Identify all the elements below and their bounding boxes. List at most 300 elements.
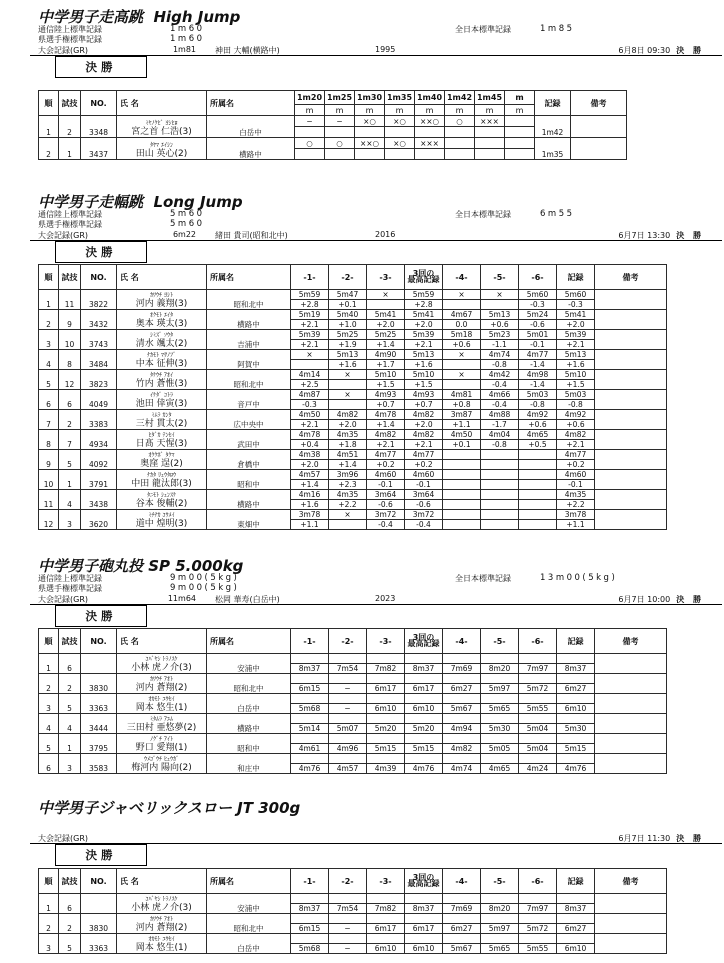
bib-number-cell <box>81 894 117 914</box>
attempt-wind-cell <box>443 480 481 490</box>
attempt-order-cell: 8 <box>59 350 81 370</box>
column-header: 順 <box>39 265 59 290</box>
athlete-kana: ｵｶﾓﾄ ﾕｳｾｲ <box>148 936 175 943</box>
bib-number-cell: 3432 <box>81 310 117 330</box>
team-cell: 広中央中 <box>207 410 291 430</box>
column-header: 試技 <box>59 91 81 116</box>
results-table <box>38 628 667 774</box>
attempt-order-cell: 9 <box>59 310 81 330</box>
remarks-cell <box>595 350 667 370</box>
attempt-cell: 8m37 <box>291 904 329 914</box>
attempt-cell <box>367 734 405 744</box>
column-header: -3- <box>367 265 405 290</box>
athlete-kana: ﾅｶﾓﾄ ﾏｻﾉﾌﾞ <box>147 352 176 359</box>
remarks-cell <box>595 450 667 470</box>
attempt-wind-cell <box>443 460 481 470</box>
attempt-wind-cell: +1.7 <box>367 360 405 370</box>
attempt-wind-cell: +2.0 <box>291 460 329 470</box>
attempt-distance-cell: 4m78 <box>367 410 405 420</box>
attempt-wind-cell: +0.6 <box>481 320 519 330</box>
rank-cell: 9 <box>39 450 59 470</box>
athlete-name: 中本 征伸(3) <box>135 359 188 369</box>
height-mark-cell: ○ <box>325 138 355 149</box>
attempt-wind-cell: -0.6 <box>519 320 557 330</box>
prefecture-standard-value: 9m00(5kg) <box>170 583 240 593</box>
attempt-wind-cell: -0.8 <box>481 440 519 450</box>
column-header: -2- <box>329 629 367 654</box>
attempt-cell <box>519 894 557 904</box>
attempt-distance-cell: 4m78 <box>291 430 329 440</box>
attempt-order-cell: 1 <box>59 734 81 754</box>
column-header: -5- <box>481 629 519 654</box>
athlete-kana: ｲｹﾀﾞ ｺﾄﾗ <box>150 392 173 399</box>
height-mark-cell <box>355 127 385 138</box>
column-header: -1- <box>291 869 329 894</box>
attempt-wind-cell: +2.1 <box>291 420 329 430</box>
attempt-distance-cell: 4m66 <box>481 390 519 400</box>
rank-cell: 5 <box>39 370 59 390</box>
athlete-name: 竹内 蒼惟(3) <box>135 379 188 389</box>
bib-number-cell: 4934 <box>81 430 117 450</box>
athlete-kana: ﾐﾁﾅｶ ｺｳﾒｲ <box>148 512 175 519</box>
attempt-distance-cell: 4m04 <box>481 430 519 440</box>
attempt-distance-cell <box>519 490 557 500</box>
height-mark-cell <box>445 138 475 149</box>
attempt-wind-cell: +1.6 <box>291 500 329 510</box>
final-round-box: 決勝 <box>55 241 147 263</box>
table-row <box>39 490 667 500</box>
rank-cell: 12 <box>39 510 59 530</box>
athlete-name: 河内 蒼翔(2) <box>135 683 188 693</box>
table-row <box>39 290 667 300</box>
rank-cell: 11 <box>39 490 59 510</box>
column-header: -5- <box>481 265 519 290</box>
table-row <box>39 350 667 360</box>
attempt-cell: 5m65 <box>481 704 519 714</box>
meet-record-year: 2023 <box>375 594 396 603</box>
attempt-distance-cell: 4m77 <box>367 450 405 460</box>
attempt-distance-cell: × <box>367 290 405 300</box>
rank-cell: 4 <box>39 714 59 734</box>
attempt-cell <box>367 934 405 944</box>
record-cell: 5m30 <box>557 724 595 734</box>
team-cell: 阿賀中 <box>207 350 291 370</box>
attempt-cell <box>443 754 481 764</box>
attempt-order-cell: 1 <box>59 138 81 160</box>
standard-record-line-2 <box>0 583 724 594</box>
attempt-distance-cell <box>481 450 519 460</box>
column-header: NO. <box>81 629 117 654</box>
bib-number-cell: 3363 <box>81 694 117 714</box>
attempt-cell <box>519 674 557 684</box>
attempt-cell: 5m72 <box>519 684 557 694</box>
team-cell: 昭和北中 <box>207 370 291 390</box>
attempt-cell: − <box>329 704 367 714</box>
record-cell <box>557 734 595 744</box>
attempt-distance-cell: 4m82 <box>405 410 443 420</box>
rank-cell: 2 <box>39 138 59 160</box>
athlete-cell <box>117 470 207 490</box>
column-header: 1m20 <box>295 91 325 105</box>
meet-record-label: 大会記録(GR) <box>38 231 88 240</box>
record-cell: 6m27 <box>557 924 595 934</box>
attempt-distance-cell: 3m96 <box>329 470 367 480</box>
team-cell: 武田中 <box>207 430 291 450</box>
height-mark-cell <box>445 127 475 138</box>
attempt-cell <box>405 714 443 724</box>
athlete-name: 小林 虎ノ介(3) <box>131 663 192 673</box>
column-header: NO. <box>81 869 117 894</box>
attempt-cell: 5m20 <box>367 724 405 734</box>
athlete-cell <box>117 430 207 450</box>
athlete-cell <box>117 894 207 914</box>
rank-cell: 8 <box>39 430 59 450</box>
athlete-kana: ｶﾜｳﾁ ﾖｼﾄ <box>150 292 173 299</box>
attempt-distance-cell: × <box>329 390 367 400</box>
column-header: -4- <box>443 869 481 894</box>
record-wind-cell: +0.2 <box>557 460 595 470</box>
attempt-cell <box>367 894 405 904</box>
record-cell: 6m10 <box>557 944 595 954</box>
attempt-wind-cell <box>443 300 481 310</box>
results-table-container <box>38 868 667 954</box>
athlete-cell <box>117 714 207 734</box>
height-mark-cell <box>475 138 505 149</box>
athlete-cell <box>117 694 207 714</box>
attempt-wind-cell <box>329 380 367 390</box>
attempt-cell <box>481 894 519 904</box>
attempt-cell: 8m20 <box>481 664 519 674</box>
table-row <box>39 754 667 764</box>
height-mark-cell <box>505 149 535 160</box>
column-header: 備考 <box>571 91 627 116</box>
meet-record-holder: 松岡 華寿(白岳中) <box>215 595 280 604</box>
national-standard-value: 6m55 <box>540 209 575 219</box>
bib-number-cell <box>81 654 117 674</box>
record-distance-cell: 5m13 <box>557 350 595 360</box>
attempt-distance-cell: 5m13 <box>481 310 519 320</box>
attempt-distance-cell <box>519 510 557 520</box>
athlete-name: 岡本 悠生(1) <box>135 703 188 713</box>
remarks-cell <box>595 310 667 330</box>
event-title: 中学男子砲丸投 SP 5.000kg <box>38 557 244 575</box>
table-row <box>39 330 667 340</box>
column-header: 所属名 <box>207 91 295 116</box>
table-row <box>39 934 667 944</box>
height-mark-cell: ××○ <box>355 138 385 149</box>
attempt-cell: 5m67 <box>443 944 481 954</box>
attempt-order-cell: 7 <box>59 430 81 450</box>
event-title: 中学男子ジャベリックスロー JT 300g <box>38 799 301 817</box>
height-mark-cell <box>475 149 505 160</box>
athlete-name: 谷本 俊輔(2) <box>135 499 188 509</box>
attempt-order-cell: 4 <box>59 714 81 734</box>
height-mark-cell: ×○ <box>385 116 415 127</box>
height-mark-cell: − <box>295 116 325 127</box>
height-mark-cell <box>415 127 445 138</box>
attempt-distance-cell: 4m82 <box>367 430 405 440</box>
attempt-distance-cell: 4m14 <box>291 370 329 380</box>
remarks-cell <box>595 410 667 430</box>
standard-record-line-2 <box>0 219 724 230</box>
tsushin-standard-value: 1m60 <box>170 24 205 34</box>
attempt-order-cell: 6 <box>59 390 81 410</box>
column-header: -2- <box>329 265 367 290</box>
attempt-wind-cell <box>481 500 519 510</box>
column-header: -1- <box>291 265 329 290</box>
remarks-cell <box>595 894 667 914</box>
attempt-distance-cell: 5m59 <box>405 290 443 300</box>
height-mark-cell <box>445 149 475 160</box>
attempt-wind-cell <box>519 500 557 510</box>
athlete-name: 三村 貫太(2) <box>135 419 188 429</box>
team-cell: 横路中 <box>207 310 291 330</box>
attempt-order-cell: 2 <box>59 410 81 430</box>
team-cell: 横路中 <box>207 138 295 160</box>
attempt-cell: 6m10 <box>405 704 443 714</box>
attempt-order-cell: 2 <box>59 116 81 138</box>
attempt-wind-cell: +1.4 <box>367 340 405 350</box>
meet-record-value: 11m64 <box>167 594 196 603</box>
attempt-wind-cell: -0.1 <box>367 480 405 490</box>
column-header: -3- <box>367 869 405 894</box>
record-distance-cell: 4m92 <box>557 410 595 420</box>
attempt-wind-cell <box>443 380 481 390</box>
attempt-cell <box>329 734 367 744</box>
national-standard-value: 13m00(5kg) <box>540 573 618 583</box>
attempt-wind-cell: +1.1 <box>291 520 329 530</box>
attempt-wind-cell: +2.3 <box>329 480 367 490</box>
attempt-cell <box>481 694 519 704</box>
height-mark-cell <box>385 127 415 138</box>
schedule-round: 決 勝 <box>676 834 704 843</box>
record-cell <box>557 894 595 904</box>
record-cell <box>557 714 595 724</box>
attempt-distance-cell: 3m87 <box>443 410 481 420</box>
attempt-distance-cell <box>481 470 519 480</box>
attempt-cell: 5m97 <box>481 684 519 694</box>
attempt-wind-cell: +1.5 <box>405 380 443 390</box>
column-header: 3回の 最高記録 <box>405 265 443 290</box>
attempt-cell <box>519 734 557 744</box>
prefecture-standard-label: 県選手権標準記録 <box>38 220 102 229</box>
remarks-cell <box>595 490 667 510</box>
attempt-order-cell: 12 <box>59 370 81 390</box>
national-standard-label: 全日本標準記録 <box>455 210 511 219</box>
height-mark-cell <box>385 149 415 160</box>
attempt-wind-cell: +2.0 <box>367 320 405 330</box>
attempt-distance-cell: × <box>481 290 519 300</box>
attempt-cell <box>291 734 329 744</box>
attempt-wind-cell: +0.4 <box>291 440 329 450</box>
attempt-cell: 4m82 <box>443 744 481 754</box>
attempt-cell: 5m05 <box>481 744 519 754</box>
column-header: 氏 名 <box>117 869 207 894</box>
height-mark-cell: ×○ <box>385 138 415 149</box>
athlete-cell <box>117 370 207 390</box>
results-table-container <box>38 90 627 160</box>
record-cell <box>557 934 595 944</box>
attempt-wind-cell: -0.4 <box>481 380 519 390</box>
attempt-cell <box>481 934 519 944</box>
attempt-wind-cell: +2.1 <box>405 440 443 450</box>
attempt-cell: 8m37 <box>291 664 329 674</box>
attempt-cell <box>291 934 329 944</box>
column-subheader: m <box>415 105 445 116</box>
attempt-cell <box>405 694 443 704</box>
record-cell <box>557 754 595 764</box>
column-header: 3回の 最高記録 <box>405 629 443 654</box>
attempt-wind-cell: -0.1 <box>405 480 443 490</box>
attempt-cell: 5m55 <box>519 704 557 714</box>
record-distance-cell: 4m35 <box>557 490 595 500</box>
attempt-cell: 8m37 <box>405 664 443 674</box>
athlete-kana: ﾉｸﾞﾁ ｱｲﾄ <box>150 736 173 743</box>
schedule-date: 6月7日 13:30 <box>618 231 671 240</box>
attempt-cell <box>291 674 329 684</box>
event-title: 中学男子走高跳 High Jump <box>38 8 241 26</box>
column-header: 記録 <box>557 629 595 654</box>
column-subheader: m <box>505 105 535 116</box>
attempt-wind-cell: +0.8 <box>443 400 481 410</box>
attempt-cell: 4m74 <box>443 764 481 774</box>
attempt-cell: 6m10 <box>367 944 405 954</box>
athlete-cell <box>117 674 207 694</box>
meet-record-holder: 神田 大輔(横路中) <box>215 46 280 55</box>
height-mark-cell: ××× <box>475 116 505 127</box>
attempt-distance-cell <box>481 490 519 500</box>
attempt-distance-cell: 4m35 <box>329 430 367 440</box>
athlete-kana: ｵｸﾓﾄ ｴｲﾀ <box>150 312 173 319</box>
attempt-distance-cell: × <box>329 510 367 520</box>
column-header: 1m35 <box>385 91 415 105</box>
athlete-kana: ｵｸｸﾎﾞ ﾀｸﾏ <box>148 452 175 459</box>
meet-record-label: 大会記録(GR) <box>38 595 88 604</box>
remarks-cell <box>595 390 667 410</box>
athlete-name: 日髙 天惺(3) <box>135 439 188 449</box>
remarks-cell <box>595 654 667 674</box>
attempt-wind-cell: -1.4 <box>519 360 557 370</box>
attempt-cell: 6m17 <box>405 924 443 934</box>
attempt-distance-cell: 4m50 <box>291 410 329 420</box>
attempt-cell <box>405 934 443 944</box>
attempt-distance-cell: 4m98 <box>519 370 557 380</box>
attempt-wind-cell: -0.8 <box>519 400 557 410</box>
bib-number-cell: 3791 <box>81 470 117 490</box>
attempt-distance-cell: 4m82 <box>405 430 443 440</box>
attempt-distance-cell: 3m72 <box>405 510 443 520</box>
attempt-wind-cell: -0.6 <box>367 500 405 510</box>
national-standard-label: 全日本標準記録 <box>455 25 511 34</box>
attempt-distance-cell: 3m64 <box>367 490 405 500</box>
athlete-cell <box>117 310 207 330</box>
attempt-cell <box>481 714 519 724</box>
attempt-cell <box>405 654 443 664</box>
height-mark-cell: ○ <box>445 116 475 127</box>
meet-record-label: 大会記録(GR) <box>38 834 88 843</box>
team-cell: 横路中 <box>207 714 291 734</box>
attempt-cell: 5m15 <box>405 744 443 754</box>
record-wind-cell: +2.2 <box>557 500 595 510</box>
attempt-cell: 7m82 <box>367 904 405 914</box>
attempt-wind-cell <box>481 300 519 310</box>
attempt-order-cell: 2 <box>59 914 81 934</box>
attempt-order-cell: 2 <box>59 674 81 694</box>
rank-cell: 3 <box>39 694 59 714</box>
attempt-wind-cell: -1.7 <box>481 420 519 430</box>
schedule-date: 6月7日 10:00 <box>618 595 671 604</box>
attempt-wind-cell: +0.7 <box>367 400 405 410</box>
attempt-cell <box>443 734 481 744</box>
attempt-distance-cell: 3m78 <box>291 510 329 520</box>
attempt-cell: 6m10 <box>367 704 405 714</box>
athlete-cell <box>117 290 207 310</box>
attempt-wind-cell <box>329 400 367 410</box>
table-row <box>39 714 667 724</box>
attempt-order-cell: 3 <box>59 754 81 774</box>
rank-cell: 6 <box>39 390 59 410</box>
column-header: 1m40 <box>415 91 445 105</box>
attempt-cell: − <box>329 924 367 934</box>
record-cell: 5m15 <box>557 744 595 754</box>
table-row <box>39 430 667 440</box>
attempt-wind-cell: -0.3 <box>519 300 557 310</box>
attempt-distance-cell: 4m65 <box>519 430 557 440</box>
attempt-cell: 6m10 <box>405 944 443 954</box>
rank-cell: 7 <box>39 410 59 430</box>
attempt-distance-cell: 4m60 <box>405 470 443 480</box>
attempt-order-cell: 5 <box>59 694 81 714</box>
event-title: 中学男子走幅跳 Long Jump <box>38 193 243 211</box>
column-header: 備考 <box>595 629 667 654</box>
attempt-wind-cell: +0.1 <box>443 440 481 450</box>
prefecture-standard-value: 5m60 <box>170 219 205 229</box>
record-cell <box>557 694 595 704</box>
table-row <box>39 116 627 127</box>
attempt-cell <box>481 654 519 664</box>
attempt-wind-cell: +1.1 <box>443 420 481 430</box>
attempt-wind-cell: -1.1 <box>481 340 519 350</box>
attempt-cell: 5m67 <box>443 704 481 714</box>
team-cell: 横路中 <box>207 490 291 510</box>
tsushin-standard-label: 通信陸上標準記録 <box>38 25 102 34</box>
attempt-wind-cell: +0.2 <box>405 460 443 470</box>
schedule-round: 決 勝 <box>676 595 704 604</box>
athlete-name: 三田村 亜悠夢(2) <box>126 723 197 733</box>
team-cell: 昭和北中 <box>207 674 291 694</box>
bib-number-cell: 3484 <box>81 350 117 370</box>
prefecture-standard-label: 県選手権標準記録 <box>38 584 102 593</box>
attempt-wind-cell: -0.3 <box>291 400 329 410</box>
attempt-cell: 5m65 <box>481 944 519 954</box>
team-cell: 昭和中 <box>207 734 291 754</box>
attempt-wind-cell <box>481 460 519 470</box>
attempt-order-cell: 6 <box>59 894 81 914</box>
height-mark-cell <box>295 149 325 160</box>
attempt-distance-cell: 5m13 <box>329 350 367 360</box>
column-header: 氏 名 <box>117 91 207 116</box>
attempt-distance-cell: 4m74 <box>481 350 519 360</box>
table-row <box>39 654 667 664</box>
team-cell: 和庄中 <box>207 754 291 774</box>
attempt-wind-cell: +2.1 <box>291 320 329 330</box>
athlete-kana: ﾀｹｳﾁ ｱｵｲ <box>150 372 173 379</box>
attempt-cell <box>291 914 329 924</box>
meet-record-year: 1995 <box>375 45 396 54</box>
attempt-cell <box>291 714 329 724</box>
record-cell <box>557 674 595 684</box>
team-cell: 吉浦中 <box>207 330 291 350</box>
